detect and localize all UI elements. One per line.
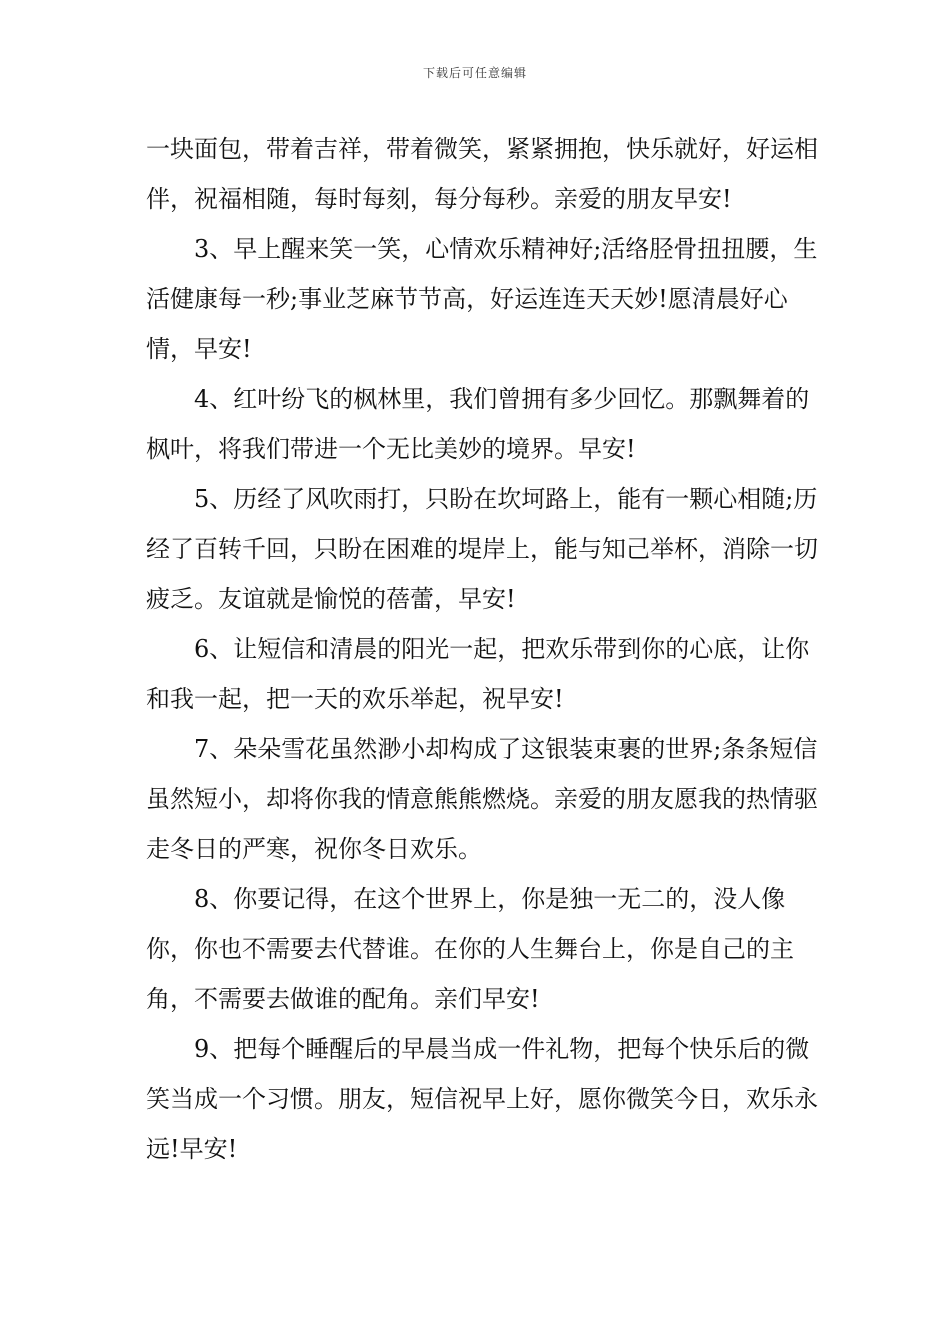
paragraph: 3、早上醒来笑一笑，心情欢乐精神好;活络胫骨扭扭腰，生活健康每一秒;事业芝麻节节高，好运连连天天妙!愿清晨好心情，早安! — [146, 235, 818, 363]
paragraph: 6、让短信和清晨的阳光一起，把欢乐带到你的心底，让你和我一起，把一天的欢乐举起，祝早安! — [146, 635, 810, 713]
paragraph: 9、把每个睡醒后的早晨当成一件礼物，把每个快乐后的微笑当成一个习惯。朋友，短信祝早上好，愿你微笑今日，欢乐永远!早安! — [146, 1035, 818, 1163]
paragraph: 一块面包，带着吉祥，带着微笑，紧紧拥抱，快乐就好，好运相伴，祝福相随，每时每刻，每分每秒。亲爱的朋友早安! — [146, 135, 818, 213]
paragraph: 5、历经了风吹雨打，只盼在坎坷路上，能有一颗心相随;历经了百转千回，只盼在困难的堤岸上，能与知己举杯，消除一切疲乏。友谊就是愉悦的蓓蕾，早安! — [146, 485, 818, 613]
paragraph: 4、红叶纷飞的枫林里，我们曾拥有多少回忆。那飘舞着的枫叶，将我们带进一个无比美妙的境界。早安! — [146, 385, 810, 463]
paragraph: 7、朵朵雪花虽然渺小却构成了这银装束裹的世界;条条短信虽然短小，却将你我的情意熊熊燃烧。亲爱的朋友愿我的热情驱走冬日的严寒，祝你冬日欢乐。 — [146, 735, 818, 863]
page-header: 下载后可任意编辑 — [422, 66, 527, 80]
paragraph: 8、你要记得，在这个世界上，你是独一无二的，没人像你，你也不需要去代替谁。在你的人生舞台上，你是自己的主角，不需要去做谁的配角。亲们早安! — [146, 885, 794, 1013]
document-body — [146, 124, 818, 1174]
